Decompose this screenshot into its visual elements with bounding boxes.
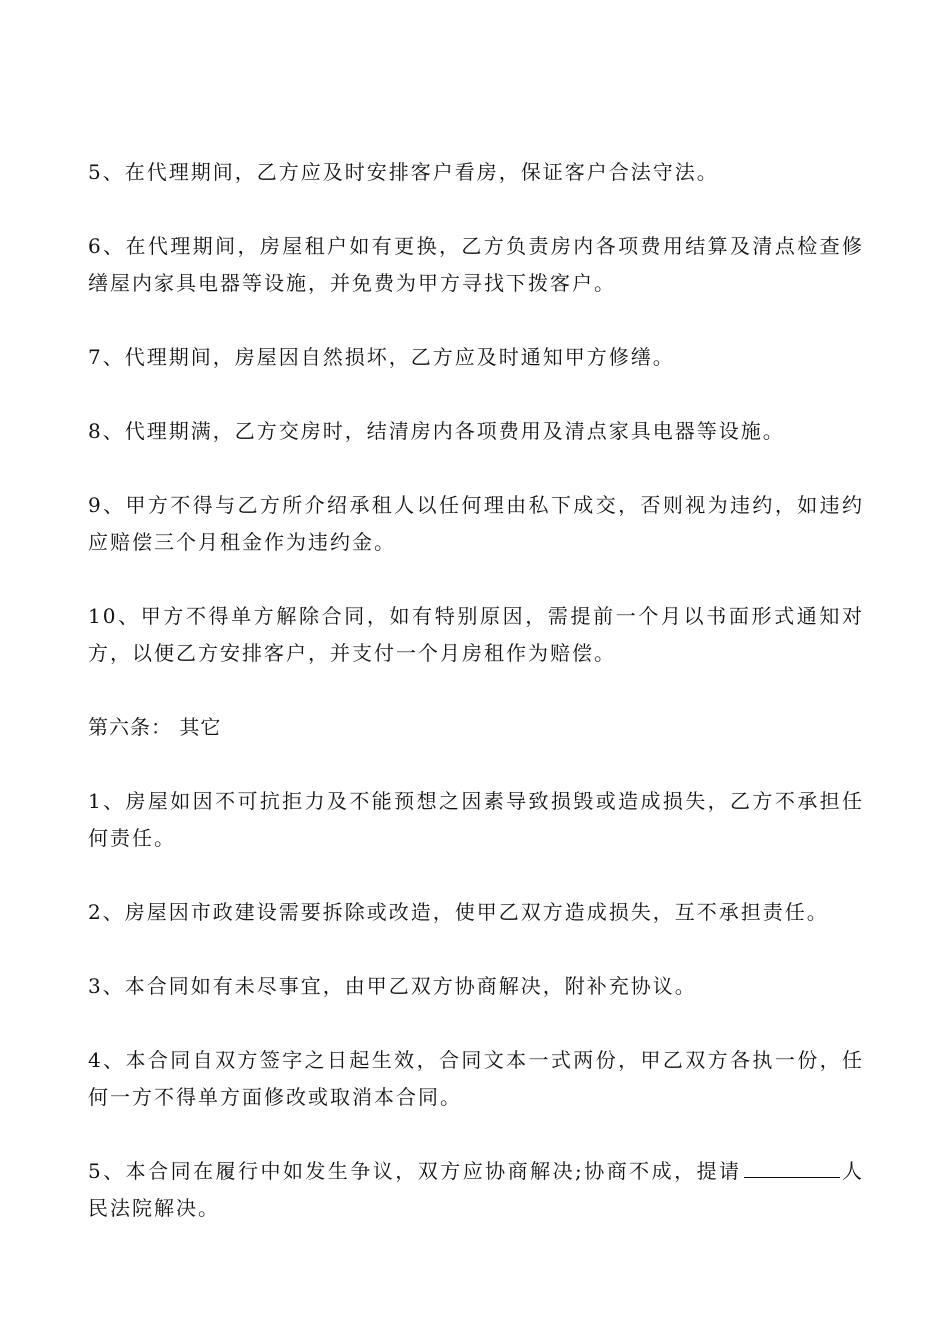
document-page <box>88 154 864 1264</box>
clause-10: 10、甲方不得单方解除合同，如有特别原因，需提前一个月以书面形式通知对方，以便乙方安排客户，并支付一个月房租作为赔偿。 <box>88 604 864 665</box>
clause-7: 7、代理期间，房屋因自然损坏，乙方应及时通知甲方修缮。 <box>88 345 675 369</box>
court-name-blank <box>744 1155 840 1178</box>
other-item-5-text-after: 人民法院解决。 <box>88 1159 864 1220</box>
section-heading-other: 第六条： 其它 <box>88 715 222 739</box>
clause-6: 6、在代理期间，房屋租户如有更换，乙方负责房内各项费用结算及清点检查修缮屋内家具电器等设施，并免费为甲方寻找下拨客户。 <box>88 234 864 295</box>
other-item-5-text-before: 5、本合同在履行中如发生争议，双方应协商解决;协商不成，提请 <box>88 1159 742 1183</box>
other-item-1: 1、房屋如因不可抗拒力及不能预想之因素导致损毁或造成损失，乙方不承担任何责任。 <box>88 789 864 850</box>
clause-9: 9、甲方不得与乙方所介绍承租人以任何理由私下成交，否则视为违约，如违约应赔偿三个月租金作为违约金。 <box>88 493 864 554</box>
clause-8: 8、代理期满，乙方交房时，结清房内各项费用及清点家具电器等设施。 <box>88 419 785 443</box>
other-item-3: 3、本合同如有未尽事宜，由甲乙双方协商解决，附补充协议。 <box>88 974 697 998</box>
other-item-4: 4、本合同自双方签字之日起生效，合同文本一式两份，甲乙双方各执一份，任何一方不得单方面修改或取消本合同。 <box>88 1048 864 1109</box>
clause-5: 5、在代理期间，乙方应及时安排客户看房，保证客户合法守法。 <box>88 160 719 184</box>
other-item-5 <box>88 1153 864 1227</box>
other-item-2: 2、房屋因市政建设需要拆除或改造，使甲乙双方造成损失，互不承担责任。 <box>88 900 829 924</box>
